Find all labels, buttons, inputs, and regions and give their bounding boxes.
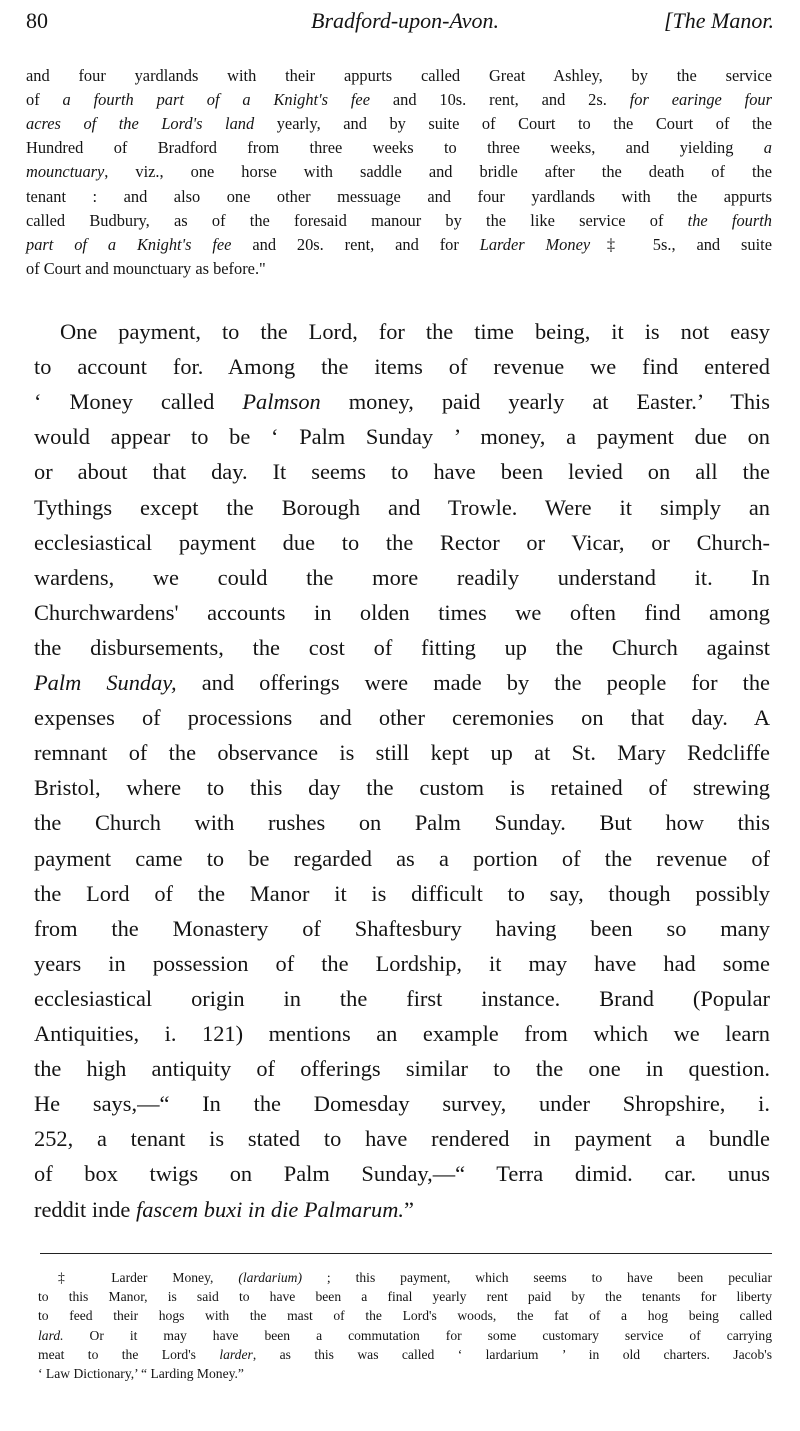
text-run: ; this payment, which seems to have been peculiar	[302, 1270, 772, 1285]
italic-text: larder	[219, 1346, 253, 1362]
page-number: 80	[26, 8, 48, 33]
text-run: ‘ Law Dictionary,’ “ Larding Money.”	[38, 1366, 244, 1381]
section-title: [The Manor.	[663, 8, 774, 33]
text-run: and 20s. rent, and for	[231, 234, 480, 254]
text-run: Hundred of Bradford from three weeks to three weeks, and yielding	[26, 138, 764, 158]
running-header	[26, 8, 774, 38]
text-run: of	[26, 90, 63, 110]
body-line	[34, 1051, 770, 1086]
footnote-divider	[40, 1253, 772, 1254]
body-line	[34, 1156, 770, 1191]
body-line	[34, 454, 770, 489]
footnote-line	[38, 1287, 772, 1306]
italic-text: a	[763, 138, 772, 158]
text-run: ecclesiastical origin in the first instance. Brand (Popular	[34, 985, 770, 1011]
text-run: the high antiquity of offerings similar to the one in question.	[34, 1056, 770, 1082]
body-line	[34, 911, 770, 946]
quote-line	[26, 136, 772, 160]
text-run: ”	[404, 1196, 414, 1222]
text-run: 252, a tenant is stated to have rendered in payment a bundle	[34, 1126, 770, 1152]
body-line	[60, 314, 770, 349]
body-line	[34, 490, 770, 525]
text-run: Bristol, where to this day the custom is retained of strewing	[34, 775, 770, 801]
body-line	[34, 946, 770, 981]
quote-line	[26, 112, 772, 136]
text-run: , viz., one horse with saddle and bridle after the death of the	[104, 162, 772, 182]
text-run: the disbursements, the cost of fitting up the Church against	[34, 634, 770, 660]
text-run: Tythings except the Borough and Trowle. Were it simply an	[34, 494, 770, 520]
text-run: Or it may have been a commutation for some customary service of carrying	[63, 1327, 772, 1343]
text-run: wardens, we could the more readily understand it. In	[34, 564, 770, 590]
running-title: Bradford-upon-Avon.	[311, 8, 499, 33]
text-run: and 10s. rent, and 2s.	[369, 90, 630, 110]
text-run: Churchwardens' accounts in olden times we often find among	[34, 599, 770, 625]
body-line	[34, 981, 770, 1016]
text-run: remnant of the observance is still kept up at St. Mary Redcliffe	[34, 740, 770, 766]
body-line	[34, 805, 770, 840]
body-line	[34, 770, 770, 805]
italic-text: fascem buxi in die Palmarum.	[135, 1196, 405, 1222]
body-line	[34, 1086, 770, 1121]
body-line	[34, 841, 770, 876]
quote-line	[26, 88, 772, 112]
text-run: Antiquities, i. 121) mentions an example from which we learn	[34, 1021, 770, 1046]
quote-line	[26, 257, 772, 281]
italic-text: part of a Knight's fee	[26, 234, 232, 254]
text-run: called Budbury, as of the foresaid manour by the like service of	[26, 210, 688, 230]
text-run: money, paid yearly at Easter.’ This	[320, 389, 770, 415]
body-line	[34, 700, 770, 735]
text-run: ‘ Money called	[34, 389, 243, 415]
footnote-line	[38, 1345, 772, 1364]
quote-line	[26, 233, 772, 257]
italic-text: lard.	[38, 1327, 64, 1343]
quote-line	[26, 185, 772, 209]
text-run: and four yardlands with their appurts called Great Ashley, by the service	[26, 66, 772, 85]
body-line	[34, 630, 770, 665]
footnote-line	[38, 1326, 772, 1345]
quote-line	[26, 160, 772, 184]
text-run: yearly, and by suite of Court to the Court of the	[254, 114, 772, 134]
text-run: and offerings were made by the people for the	[176, 670, 770, 695]
italic-text: a fourth part of a Knight's fee	[62, 90, 370, 110]
body-line	[34, 560, 770, 595]
body-line	[34, 735, 770, 770]
footnote-line	[58, 1268, 772, 1287]
italic-text: acres of the Lord's land	[26, 114, 255, 134]
italic-text: mounctuary	[26, 162, 105, 182]
text-run: One payment, to the Lord, for the time being, it is not easy	[60, 319, 770, 344]
body-line	[34, 665, 770, 700]
footnote-line	[38, 1364, 772, 1383]
body-line	[34, 1016, 770, 1051]
italic-text: for earinge four	[629, 90, 772, 110]
text-run: from the Monastery of Shaftesbury having been so many	[34, 915, 770, 941]
text-run: of Court and mounctuary as before."	[26, 258, 266, 278]
text-run: the Church with rushes on Palm Sunday. But how this	[34, 810, 770, 836]
text-run: expenses of processions and other ceremonies on that day. A	[34, 705, 770, 731]
quote-line	[26, 209, 772, 233]
text-run: or about that day. It seems to have been levied on all the	[34, 459, 770, 485]
text-run: reddit inde	[34, 1196, 136, 1222]
body-line	[34, 595, 770, 630]
text-run: ecclesiastical payment due to the Rector or Vicar, or Church-	[34, 529, 770, 555]
text-run: ‡ Larder Money,	[58, 1270, 239, 1285]
text-run: the Lord of the Manor it is difficult to say, though possibly	[34, 880, 770, 906]
text-run: ‡ 5s., and suite	[590, 234, 772, 254]
italic-text: Palmson	[242, 389, 321, 415]
text-run: meat to the Lord's	[38, 1346, 220, 1362]
italic-text: Larder Money	[479, 234, 591, 254]
text-run: to feed their hogs with the mast of the Lord's woods, the fat of a hog being called	[38, 1308, 772, 1324]
italic-text: the fourth	[687, 210, 772, 230]
text-run: , as this was called ‘ lardarium ’ in old charters. Jacob's	[252, 1346, 772, 1362]
quote-line	[26, 64, 772, 88]
body-line	[34, 876, 770, 911]
text-run: years in possession of the Lordship, it may have had some	[34, 950, 770, 976]
text-run: of box twigs on Palm Sunday,—“ Terra dimid. car. unus	[34, 1161, 770, 1187]
text-run: to account for. Among the items of revenue we find entered	[34, 354, 770, 380]
text-run: He says,—“ In the Domesday survey, under Shropshire, i.	[34, 1091, 770, 1117]
italic-text: (lardarium)	[238, 1270, 302, 1285]
text-run: to this Manor, is said to have been a final yearly rent paid by the tenants for liberty	[38, 1289, 772, 1305]
body-line	[34, 1121, 770, 1156]
italic-text: Palm Sunday,	[34, 670, 177, 695]
body-line	[34, 419, 770, 454]
body-line	[34, 349, 770, 384]
body-line	[34, 384, 770, 419]
text-run: tenant : and also one other messuage and four yardlands with the appurts	[26, 186, 772, 206]
text-run: would appear to be ‘ Palm Sunday ’ money, a payment due on	[34, 424, 770, 450]
text-run: payment came to be regarded as a portion of the revenue of	[34, 845, 770, 871]
body-line	[34, 1192, 770, 1227]
body-line	[34, 525, 770, 560]
footnote-line	[38, 1306, 772, 1325]
